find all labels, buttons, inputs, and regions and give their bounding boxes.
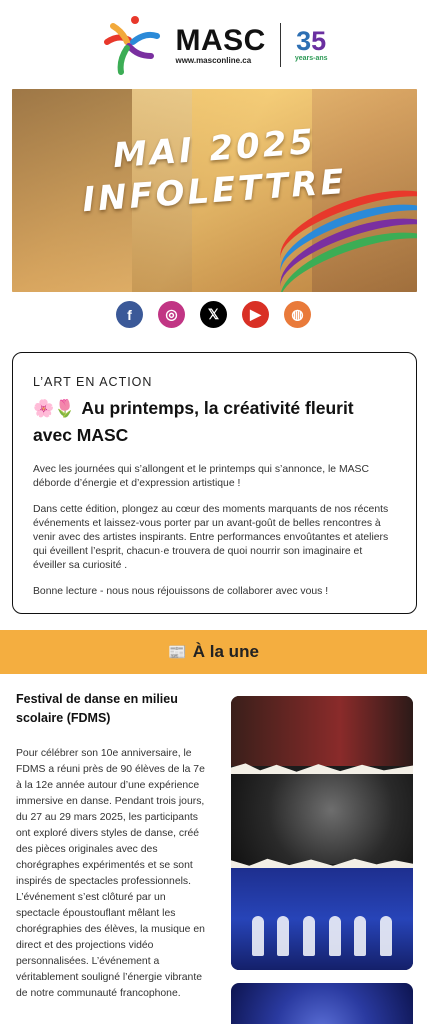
logo-wordmark[interactable] xyxy=(175,23,266,65)
x-icon[interactable]: 𝕏 xyxy=(200,301,227,328)
dancer-figure xyxy=(329,916,341,956)
article-body: Pour célébrer son 10e anniversaire, le FDMS a réuni près de 90 élèves de la 7e à la 12e année autour d’une expérience immersive en danse. Pendant trois jours, du 27 au 29 mars 2025, les participants ont exploré divers styles de danse, créé des pièces originales avec des chorégraphes expérimentés et se sont inspirés de spectacles professionnels. L’événement s’est clôturé par un spectacle époustouflant mêlant les chorégraphies des élèves, la musique en direct et des projections vidéo personnalisées. L’événement a véritablement souligné l’énergie vibrante de notre communauté francophone. xyxy=(16,748,205,999)
banner-title-infolettre: INFOLETTRE xyxy=(81,161,348,221)
collage-top-band xyxy=(231,696,413,766)
dancer-figure xyxy=(277,916,289,956)
logo-name: MASC xyxy=(175,23,266,57)
logo-divider xyxy=(280,23,281,67)
anniversary-badge xyxy=(295,28,328,62)
intro-eyebrow: L’ART EN ACTION xyxy=(33,375,153,389)
masc-logo-mark[interactable] xyxy=(99,12,165,78)
intro-title xyxy=(33,395,396,449)
newsletter-header xyxy=(0,0,427,86)
logo-url: www.masconline.ca xyxy=(175,55,252,65)
section-header-a-la-une xyxy=(0,630,427,674)
instagram-icon[interactable]: ◎ xyxy=(158,301,185,328)
newspaper-icon: 📰 xyxy=(168,644,187,661)
anniversary-label: years-ans xyxy=(294,55,328,62)
facebook-icon[interactable]: f xyxy=(116,301,143,328)
article-photo-collage[interactable] xyxy=(231,696,413,970)
collage-stage-band xyxy=(231,868,413,970)
dancers-silhouettes xyxy=(245,910,399,956)
dancer-figure xyxy=(252,916,264,956)
hero-banner[interactable] xyxy=(12,89,417,292)
banner-title-date: MAI 2025 xyxy=(111,121,318,177)
intro-paragraph-3: Bonne lecture - nous nous réjouissons de collaborer avec vous ! xyxy=(33,586,329,597)
youtube-icon[interactable]: ▶ xyxy=(242,301,269,328)
anniversary-digit-3: 3 xyxy=(296,26,312,56)
flowers-icon: 🌸🌷 xyxy=(33,399,76,418)
dancer-figure xyxy=(354,916,366,956)
anniversary-digit-5: 5 xyxy=(311,26,327,56)
banner-title xyxy=(12,121,417,221)
collage-dancer-closeup xyxy=(231,774,413,864)
article-fdms xyxy=(16,690,208,1002)
section-title: À la une xyxy=(192,642,259,661)
intro-card xyxy=(12,352,417,614)
article-title[interactable]: Festival de danse en milieu scolaire (FDMS) xyxy=(16,692,178,725)
intro-title-text: Au printemps, la créativité fleurit avec MASC xyxy=(33,398,354,445)
dancer-figure xyxy=(303,916,315,956)
website-icon[interactable]: ◍ xyxy=(284,301,311,328)
anniversary-number xyxy=(296,28,326,55)
dancer-figure xyxy=(380,916,392,956)
article-photo-stage[interactable] xyxy=(231,983,413,1024)
intro-paragraph-1: Avec les journées qui s’allongent et le printemps qui s’annonce, le MASC déborde d’énergie et d’expression artistique ! xyxy=(33,464,369,489)
intro-paragraph-2: Dans cette édition, plongez au cœur des moments marquants de nos récents événements et laissez-vous porter par un avant-goût de belles rencontres à venir avec des artistes inspirants. Entre performances envoûtantes et ateliers qui éveillent l’esprit, chacun·e trouvera de quoi nourrir son imaginaire et éveiller sa curiosité . xyxy=(33,504,389,571)
social-links xyxy=(0,301,427,328)
